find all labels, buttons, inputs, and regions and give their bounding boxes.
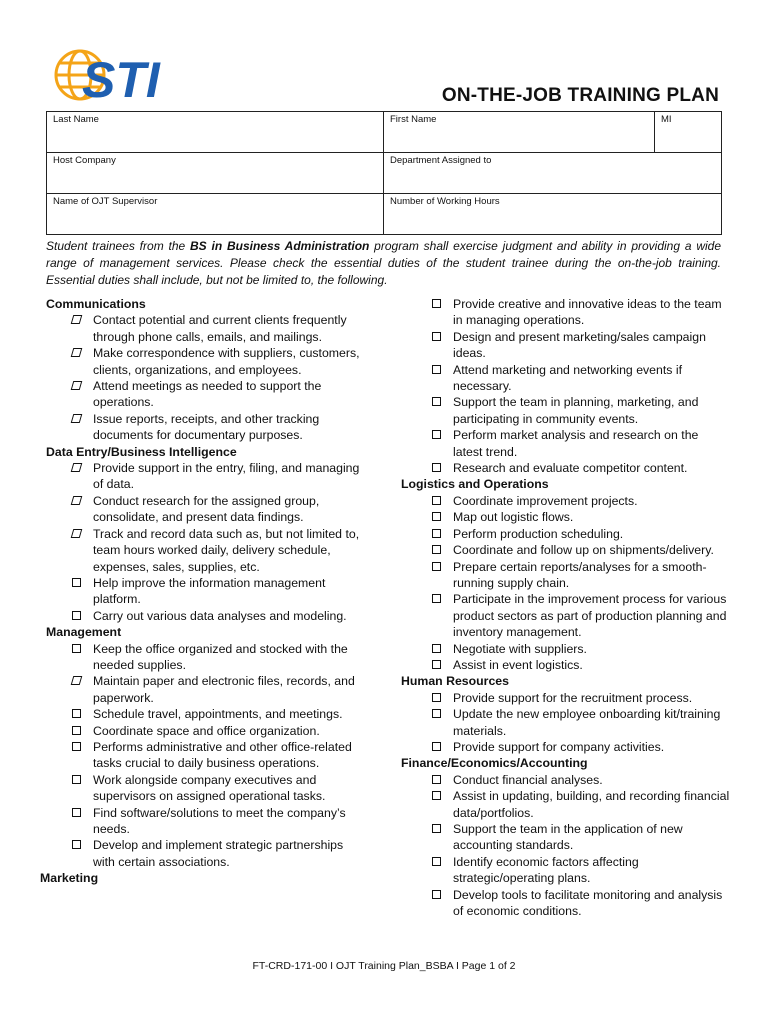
checkbox[interactable] — [432, 562, 441, 571]
duty-text: Develop tools to facilitate monitoring and analysis of economic conditions. — [453, 887, 723, 919]
duty-item — [46, 378, 366, 411]
duty-text: Schedule travel, appointments, and meetings. — [93, 707, 343, 722]
checkbox[interactable] — [432, 529, 441, 538]
checkbox[interactable] — [432, 430, 441, 439]
checkbox[interactable] — [432, 791, 441, 800]
duty-text: Coordinate improvement projects. — [453, 493, 638, 508]
section-title-logistics: Logistics and Operations — [401, 477, 549, 492]
duty-text: Provide support for company activities. — [453, 739, 665, 754]
duty-item — [46, 739, 366, 772]
duty-text: Identify economic factors affecting strategic/operating plans. — [453, 854, 639, 886]
duty-text: Coordinate space and office organization. — [93, 723, 320, 738]
duty-text: Work alongside company executives and supervisors on assigned operational tasks. — [93, 772, 326, 804]
intro-paragraph — [46, 238, 721, 289]
duty-item — [401, 394, 731, 427]
duty-text: Map out logistic flows. — [453, 510, 574, 525]
duty-text: Make correspondence with suppliers, customers, clients, organizations, and employees. — [93, 346, 360, 377]
checkbox[interactable] — [432, 775, 441, 784]
duty-text: Prepare certain reports/analyses for a smooth-running supply chain. — [453, 559, 707, 590]
checkbox[interactable] — [72, 578, 81, 587]
duty-item — [46, 493, 366, 526]
department-field[interactable] — [384, 153, 722, 194]
checkbox[interactable] — [72, 611, 81, 620]
checkbox[interactable] — [432, 824, 441, 833]
section-title-data-entry: Data Entry/Business Intelligence — [46, 444, 237, 459]
duty-text: Participate in the improvement process for various product sectors as part of production planning and inventory management. — [453, 592, 727, 640]
duty-item — [401, 362, 731, 395]
first-name-label: First Name — [390, 114, 437, 125]
duty-item — [401, 788, 731, 821]
working-hours-field[interactable] — [384, 194, 722, 235]
duty-item — [46, 312, 366, 345]
duty-text: Track and record data such as, but not limited to, team hours worked daily, delivery schedule, expenses, sales, supplies, etc. — [93, 526, 360, 574]
checkbox[interactable] — [71, 496, 83, 505]
checkbox[interactable] — [432, 693, 441, 702]
checkbox[interactable] — [72, 808, 81, 817]
duty-text: Find software/solutions to meet the company’s needs. — [93, 805, 346, 836]
duty-text: Provide support for the recruitment process. — [453, 690, 693, 705]
duty-text: Support the team in the application of new accounting standards. — [453, 822, 683, 853]
checkbox[interactable] — [432, 709, 441, 718]
duty-item — [401, 296, 731, 329]
program-name: BS in Business Administration — [190, 239, 370, 253]
checkbox[interactable] — [71, 381, 83, 390]
checkbox[interactable] — [72, 726, 81, 735]
checkbox[interactable] — [432, 463, 441, 472]
duties-left-column — [40, 296, 366, 887]
duty-item — [401, 706, 731, 739]
duty-item — [401, 427, 731, 460]
duty-item — [401, 509, 731, 525]
section-title-human-resources: Human Resources — [401, 674, 509, 689]
last-name-field[interactable] — [47, 112, 384, 153]
duty-item — [401, 690, 731, 706]
last-name-label: Last Name — [53, 114, 99, 125]
checkbox[interactable] — [432, 660, 441, 669]
checkbox[interactable] — [432, 397, 441, 406]
section-title-communications: Communications — [46, 297, 146, 311]
duty-item — [46, 673, 366, 706]
checkbox[interactable] — [432, 890, 441, 899]
checkbox[interactable] — [72, 709, 81, 718]
checkbox[interactable] — [432, 299, 441, 308]
duty-text: Perform production scheduling. — [453, 526, 624, 541]
mi-field[interactable] — [655, 112, 722, 153]
duty-item — [401, 559, 731, 592]
checkbox[interactable] — [432, 742, 441, 751]
duty-text: Provide creative and innovative ideas to the team in managing operations. — [453, 297, 722, 328]
checkbox[interactable] — [72, 742, 81, 751]
checkbox[interactable] — [432, 857, 441, 866]
duty-text: Provide support in the entry, filing, and managing of data. — [93, 461, 360, 492]
working-hours-label: Number of Working Hours — [390, 196, 500, 207]
checkbox[interactable] — [71, 529, 83, 538]
intro-post: program shall exercise judgment and ability in providing a wide range of management services. Please check the essential duties of the student trainee during the on-the-job training. Essential duties shall include, but not be limited to, the following. — [46, 239, 722, 287]
duty-text: Conduct financial analyses. — [453, 772, 603, 787]
checkbox[interactable] — [71, 414, 83, 423]
duty-item — [401, 526, 731, 542]
duty-item — [401, 641, 731, 657]
mi-label: MI — [661, 114, 672, 125]
duty-item — [401, 542, 731, 558]
duty-item — [46, 345, 366, 378]
supervisor-field[interactable] — [47, 194, 384, 235]
page-title: ON-THE-JOB TRAINING PLAN — [441, 85, 719, 106]
duty-text: Perform market analysis and research on the latest trend. — [453, 428, 699, 459]
duty-text: Carry out various data analyses and modeling. — [93, 608, 347, 623]
duty-text: Contact potential and current clients frequently through phone calls, emails, and mailings. — [93, 313, 347, 344]
section-title-marketing: Marketing — [40, 871, 99, 886]
host-company-label: Host Company — [53, 155, 116, 166]
duty-item — [46, 460, 366, 493]
duty-text: Issue reports, receipts, and other tracking documents for documentary purposes. — [93, 411, 320, 443]
duty-item — [46, 706, 366, 722]
duty-item — [401, 493, 731, 509]
checkbox[interactable] — [72, 775, 81, 784]
page-footer: FT-CRD-171-00 I OJT Training Plan_BSBA I Page 1 of 2 — [252, 960, 516, 972]
checkbox[interactable] — [432, 594, 441, 603]
checkbox[interactable] — [71, 676, 83, 685]
first-name-field[interactable] — [384, 112, 655, 153]
duty-item — [46, 641, 366, 674]
checkbox[interactable] — [432, 644, 441, 653]
checkbox[interactable] — [432, 545, 441, 554]
checkbox[interactable] — [71, 315, 83, 324]
checkbox[interactable] — [432, 496, 441, 505]
checkbox[interactable] — [72, 644, 81, 653]
duty-item — [46, 723, 366, 739]
duty-item — [46, 772, 366, 805]
duty-text: Maintain paper and electronic files, records, and paperwork. — [93, 674, 355, 705]
duty-item — [401, 772, 731, 788]
duty-item — [46, 575, 366, 608]
host-company-field[interactable] — [47, 153, 384, 194]
checkbox[interactable] — [71, 348, 83, 357]
duty-text: Research and evaluate competitor content. — [453, 461, 688, 476]
section-title-finance: Finance/Economics/Accounting — [401, 756, 588, 771]
duty-item — [46, 411, 366, 444]
duty-item — [401, 329, 731, 362]
duties-right-column — [401, 296, 731, 919]
duty-item — [401, 657, 731, 673]
intro-pre: Student trainees from the — [46, 239, 190, 253]
duty-item — [401, 854, 731, 887]
duty-text: Support the team in planning, marketing, and participating in community events. — [453, 395, 699, 426]
duty-item — [401, 739, 731, 755]
checkbox[interactable] — [432, 365, 441, 374]
duty-text: Attend marketing and networking events if necessary. — [453, 362, 682, 394]
duty-text: Coordinate and follow up on shipments/delivery. — [453, 543, 714, 558]
checkbox[interactable] — [71, 463, 83, 472]
trainee-info-form — [46, 111, 722, 235]
duty-item — [46, 837, 366, 870]
checkbox[interactable] — [432, 332, 441, 341]
logo-text: STI — [82, 52, 160, 106]
duty-text: Develop and implement strategic partnerships with certain associations. — [93, 838, 344, 869]
duty-text: Assist in event logistics. — [453, 657, 583, 672]
duty-item — [401, 460, 731, 476]
duty-item — [401, 821, 731, 854]
department-label: Department Assigned to — [390, 155, 492, 166]
sti-logo — [52, 42, 187, 106]
duty-text: Attend meetings as needed to support the operations. — [93, 379, 322, 410]
duty-text: Assist in updating, building, and recording financial data/portfolios. — [453, 789, 730, 820]
duty-item — [46, 608, 366, 624]
checkbox[interactable] — [432, 512, 441, 521]
duty-item — [401, 887, 731, 920]
duty-item — [46, 805, 366, 838]
duty-item — [46, 526, 366, 575]
duty-text: Design and present marketing/sales campaign ideas. — [453, 329, 706, 361]
duty-text: Conduct research for the assigned group, consolidate, and present data findings. — [93, 493, 320, 525]
duty-text: Negotiate with suppliers. — [453, 641, 587, 656]
duty-item — [401, 591, 731, 640]
duty-text: Performs administrative and other office-related tasks crucial to daily business operations. — [93, 739, 352, 771]
supervisor-label: Name of OJT Supervisor — [53, 196, 158, 207]
checkbox[interactable] — [72, 840, 81, 849]
duty-text: Keep the office organized and stocked with the needed supplies. — [93, 641, 348, 672]
duty-text: Help improve the information management platform. — [93, 575, 326, 607]
duty-text: Update the new employee onboarding kit/training materials. — [453, 707, 721, 738]
section-title-management: Management — [46, 625, 122, 640]
